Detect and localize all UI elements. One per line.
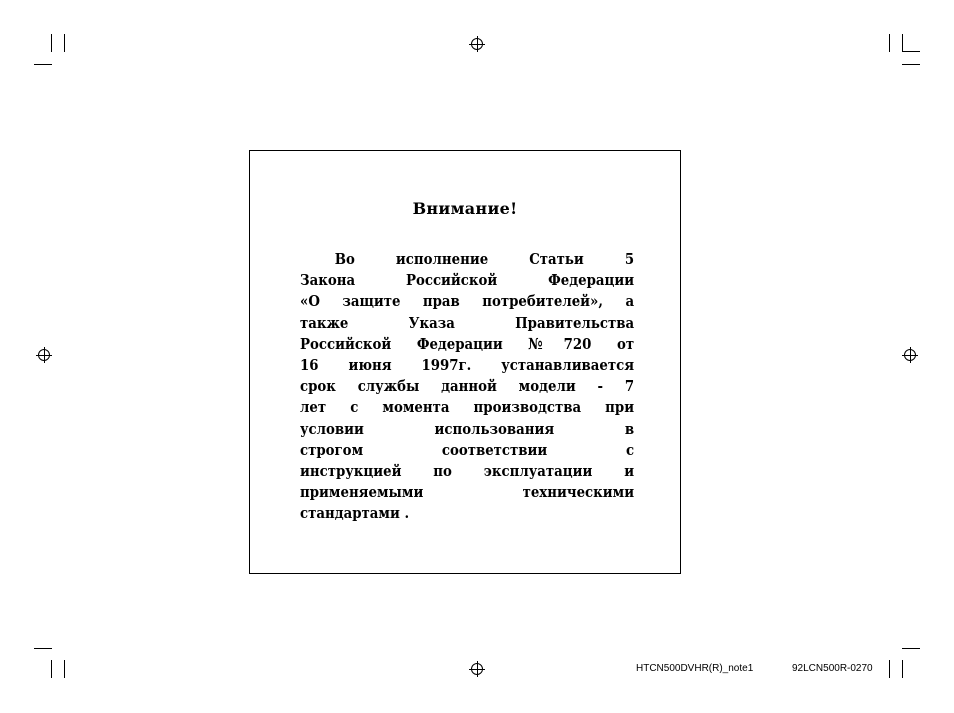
notice-line: 16 июня 1997г. устанавливается [300,356,635,375]
crop-mark [51,34,52,52]
notice-line: Во исполнение Статьи 5 [334,250,635,268]
crop-mark [902,648,920,649]
crop-mark [51,660,52,678]
registration-mark-icon [471,38,483,50]
notice-line: применяемыми техническими [300,483,635,502]
crop-mark [902,660,903,678]
notice-line: инструкцией по эксплуатации и [300,462,635,481]
crop-mark [34,648,52,649]
notice-line: лет с момента производства при [300,398,635,417]
registration-mark-icon [38,349,50,361]
notice-line: строгом соответствии с [300,440,635,459]
notice-line: стандартами . [300,504,410,523]
footer-doc-name: HTCN500DVHR(R)_note1 [636,663,754,674]
crop-mark [34,64,52,65]
notice-line: «О защите прав потребителей», а [300,292,635,311]
notice-line: Российской Федерации №720 от [300,334,635,353]
notice-line: срок службы данной модели - 7 [300,377,635,396]
crop-mark [889,34,890,52]
notice-body [300,249,634,525]
notice-line: условии использования в [300,419,635,438]
crop-mark [64,660,65,678]
notice-line: также Указа Правительства [300,313,635,332]
footer-doc-code: 92LCN500R-0270 [792,663,873,674]
crop-mark [64,34,65,52]
crop-mark [902,34,903,52]
crop-mark [889,660,890,678]
notice-line: Закона Российской Федерации [300,271,635,290]
registration-mark-icon [471,663,483,675]
notice-title: Внимание! [412,199,518,218]
crop-mark [902,51,920,52]
registration-mark-icon [904,349,916,361]
crop-mark [902,64,920,65]
notice-box [249,150,681,574]
